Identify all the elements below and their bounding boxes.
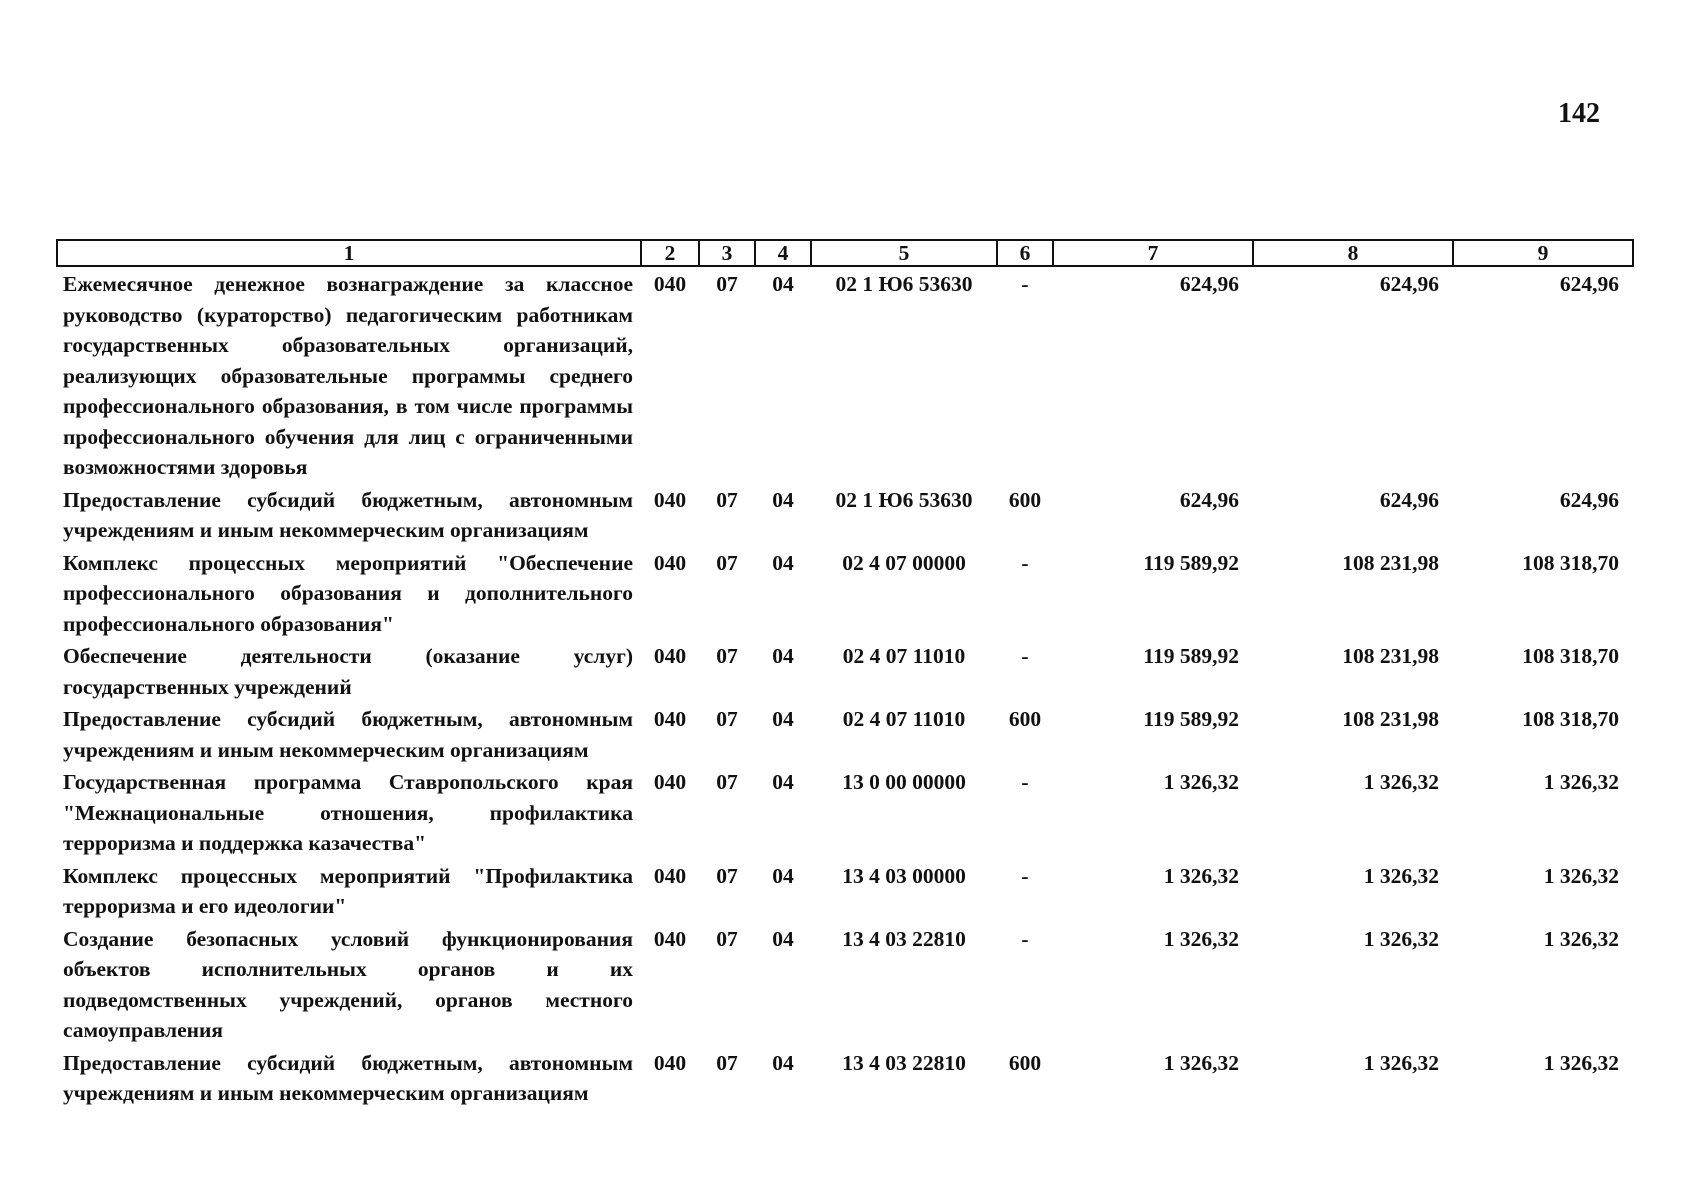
cell-subsection: 04 (772, 770, 794, 794)
cell-subsection: 04 (772, 644, 794, 668)
cell-ministry: 040 (653, 863, 687, 888)
cell-section: 07 (716, 487, 738, 512)
column-header-8: 8 (1253, 240, 1453, 266)
row-name: Предоставление субсидий бюджетным, автономным учреждениям и иным некоммерческим организациям (63, 707, 633, 762)
column-header-4: 4 (755, 240, 811, 266)
row-name: Комплекс процессных мероприятий "Обеспечение профессионального образования и дополнительного профессионального образования" (63, 550, 633, 636)
cell-subsection: 04 (772, 863, 794, 888)
cell-amount-7: 1 326,32 (1163, 926, 1239, 951)
cell-expense-type: - (1021, 550, 1029, 575)
cell-section: 07 (716, 550, 738, 575)
cell-amount-9: 624,96 (1559, 272, 1619, 296)
column-header-3: 3 (699, 240, 755, 266)
cell-amount-8: 1 326,32 (1363, 926, 1439, 951)
cell-subsection: 04 (772, 926, 794, 951)
row-name: Государственная программа Ставропольского края "Межнациональные отношения, профилактика терроризма и поддержка казачества" (63, 770, 633, 855)
cell-ministry: 040 (653, 926, 687, 951)
column-header-6: 6 (997, 240, 1053, 266)
column-header-1: 1 (57, 240, 641, 266)
cell-ministry: 040 (653, 644, 687, 668)
cell-amount-7: 1 326,32 (1163, 770, 1239, 794)
cell-amount-8: 108 231,98 (1342, 644, 1439, 668)
table-row (57, 546, 1633, 640)
row-name: Предоставление субсидий бюджетным, автономным учреждениям и иным некоммерческим организациям (63, 1050, 633, 1105)
cell-ministry: 040 (653, 1050, 687, 1075)
cell-section: 07 (716, 770, 738, 794)
cell-amount-7: 119 589,92 (1143, 707, 1239, 731)
row-name: Ежемесячное денежное вознаграждение за классное руководство (кураторство) педагогическим работникам государственных образовательных организаций, реализующих образовательные программы среднего профессионального образования, в том числе программы профессионального обучения для лиц с ограниченными возможностями здоровья (63, 272, 633, 479)
cell-amount-8: 1 326,32 (1363, 863, 1439, 888)
column-header-9: 9 (1453, 240, 1633, 266)
cell-section: 07 (716, 1050, 738, 1075)
budget-table (56, 239, 1634, 1109)
cell-amount-8: 624,96 (1379, 487, 1439, 512)
cell-amount-7: 624,96 (1179, 272, 1239, 296)
cell-amount-8: 108 231,98 (1342, 707, 1439, 731)
budget-table-container (56, 239, 1632, 1109)
cell-subsection: 04 (772, 707, 794, 731)
page-number: 142 (1558, 98, 1600, 129)
table-row (57, 922, 1633, 1046)
row-name: Комплекс процессных мероприятий "Профилактика терроризма и его идеологии" (63, 863, 633, 918)
cell-section: 07 (716, 926, 738, 951)
cell-amount-8: 624,96 (1379, 272, 1439, 296)
cell-amount-9: 624,96 (1559, 487, 1619, 512)
row-name: Предоставление субсидий бюджетным, автономным учреждениям и иным некоммерческим организациям (63, 487, 633, 542)
table-row (57, 266, 1633, 483)
table-header-row (57, 240, 1633, 266)
cell-ministry: 040 (653, 770, 687, 794)
column-header-7: 7 (1053, 240, 1253, 266)
cell-target-article: 02 1 Ю6 53630 (835, 272, 973, 296)
cell-subsection: 04 (772, 272, 794, 296)
cell-target-article: 02 4 07 11010 (842, 707, 966, 731)
cell-expense-type: - (1021, 926, 1029, 951)
cell-target-article: 13 4 03 00000 (842, 863, 966, 888)
cell-amount-7: 1 326,32 (1163, 1050, 1239, 1075)
cell-target-article: 13 4 03 22810 (842, 1050, 966, 1075)
cell-target-article: 02 4 07 00000 (842, 550, 966, 575)
cell-amount-8: 1 326,32 (1363, 770, 1439, 794)
cell-amount-9: 1 326,32 (1543, 1050, 1619, 1075)
table-row (57, 639, 1633, 702)
cell-amount-9: 1 326,32 (1543, 863, 1619, 888)
cell-expense-type: - (1021, 644, 1029, 668)
cell-expense-type: - (1021, 272, 1029, 296)
table-row (57, 1046, 1633, 1109)
cell-amount-7: 119 589,92 (1143, 550, 1239, 575)
cell-target-article: 13 0 00 00000 (842, 770, 966, 794)
column-header-5: 5 (811, 240, 997, 266)
cell-subsection: 04 (772, 487, 794, 512)
cell-target-article: 02 4 07 11010 (842, 644, 966, 668)
cell-section: 07 (716, 707, 738, 731)
cell-ministry: 040 (653, 272, 687, 296)
cell-amount-9: 1 326,32 (1543, 926, 1619, 951)
column-header-2: 2 (641, 240, 699, 266)
cell-expense-type: - (1021, 770, 1029, 794)
cell-section: 07 (716, 644, 738, 668)
cell-subsection: 04 (772, 550, 794, 575)
table-row (57, 765, 1633, 859)
cell-expense-type: 600 (1008, 1050, 1042, 1075)
table-row (57, 483, 1633, 546)
cell-expense-type: - (1021, 863, 1029, 888)
cell-amount-7: 119 589,92 (1143, 644, 1239, 668)
cell-amount-9: 108 318,70 (1522, 550, 1619, 575)
cell-ministry: 040 (653, 487, 687, 512)
cell-amount-9: 108 318,70 (1522, 707, 1619, 731)
cell-target-article: 13 4 03 22810 (842, 926, 966, 951)
cell-expense-type: 600 (1008, 707, 1042, 731)
cell-amount-9: 1 326,32 (1543, 770, 1619, 794)
row-name: Создание безопасных условий функционирования объектов исполнительных органов и их подведомственных учреждений, органов местного самоуправления (63, 926, 633, 1042)
cell-amount-9: 108 318,70 (1522, 644, 1619, 668)
cell-amount-8: 108 231,98 (1342, 550, 1439, 575)
cell-amount-7: 624,96 (1179, 487, 1239, 512)
table-row (57, 702, 1633, 765)
cell-ministry: 040 (653, 550, 687, 575)
cell-expense-type: 600 (1008, 487, 1042, 512)
table-row (57, 859, 1633, 922)
cell-ministry: 040 (653, 707, 687, 731)
cell-target-article: 02 1 Ю6 53630 (835, 487, 973, 512)
cell-subsection: 04 (772, 1050, 794, 1075)
cell-section: 07 (716, 863, 738, 888)
cell-amount-7: 1 326,32 (1163, 863, 1239, 888)
row-name: Обеспечение деятельности (оказание услуг) государственных учреждений (63, 644, 633, 699)
cell-section: 07 (716, 272, 738, 296)
cell-amount-8: 1 326,32 (1363, 1050, 1439, 1075)
